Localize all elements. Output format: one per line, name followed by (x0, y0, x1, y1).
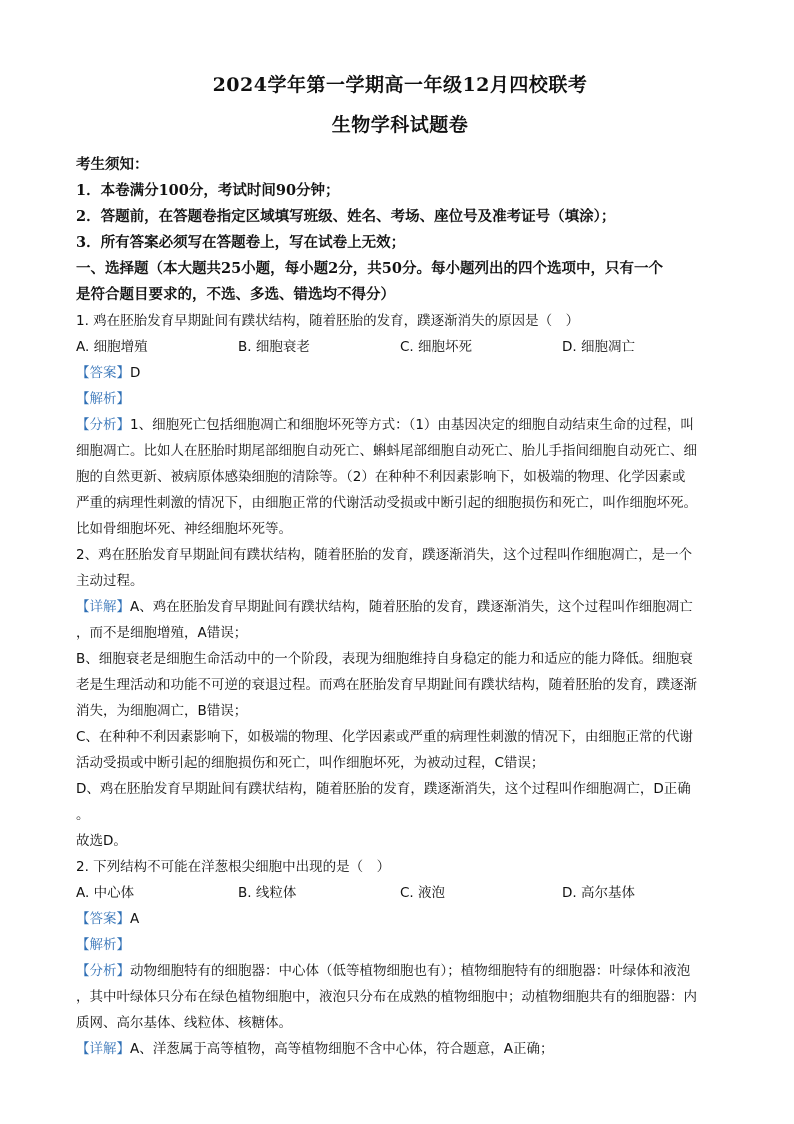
fenxi-tag: 【分析】 (76, 417, 130, 433)
notice-item: 1．本卷满分100分，考试时间90分钟； (76, 182, 340, 199)
option-c: C. 液泡 (400, 885, 446, 901)
question-2 (76, 854, 724, 1062)
xiangjie-tag: 【详解】 (76, 1041, 130, 1057)
section-heading-line: 是符合题目要求的，不选、多选、错选均不得分） (76, 286, 395, 303)
analysis-line: 主动过程。 (76, 573, 144, 589)
answer-line (76, 360, 724, 386)
option-b: B. 线粒体 (238, 885, 297, 901)
detail-line: 消失，为细胞凋亡，B错误； (76, 703, 248, 719)
notice-heading: 考生须知： (76, 156, 149, 173)
detail-line: ，而不是细胞增殖，A错误； (76, 625, 248, 641)
detail-line: D、鸡在胚胎发育早期趾间有蹼状结构，随着胚胎的发育，蹼逐渐消失，这个过程叫作细胞凋亡，D正确 (76, 781, 691, 797)
answer-value: A (130, 911, 140, 927)
notice-item: 2．答题前，在答题卷指定区域填写班级、姓名、考场、座位号及准考证号（填涂）； (76, 208, 616, 225)
analysis-line: 2、鸡在胚胎发育早期趾间有蹼状结构，随着胚胎的发育，蹼逐渐消失，这个过程叫作细胞凋亡，是一个 (76, 547, 693, 563)
section-heading (76, 256, 724, 308)
exam-subtitle: 生物学科试题卷 (331, 114, 469, 136)
analysis-line: 质网、高尔基体、线粒体、核糖体。 (76, 1015, 292, 1031)
detail-line: B、细胞衰老是细胞生命活动中的一个阶段，表现为细胞维持自身稳定的能力和适应的能力降低。细胞衰 (76, 651, 693, 667)
detail-line: C、在种种不利因素影响下，如极端的物理、化学因素或严重的病理性刺激的情况下，由细胞正常的代谢 (76, 729, 693, 745)
analysis-line: 比如骨细胞坏死、神经细胞坏死等。 (76, 521, 292, 537)
answer-tag: 【答案】 (76, 365, 130, 381)
exam-title: 2024学年第一学期高一年级12月四校联考 (212, 74, 588, 96)
answer-tag: 【答案】 (76, 911, 130, 927)
detail-paragraph (76, 1036, 724, 1062)
analysis-line: 细胞凋亡。比如人在胚胎时期尾部细胞自动死亡、蝌蚪尾部细胞自动死亡、胎儿手指间细胞自动死亡、细 (76, 443, 697, 459)
answer-line (76, 906, 724, 932)
detail-line: A、鸡在胚胎发育早期趾间有蹼状结构，随着胚胎的发育，蹼逐渐消失，这个过程叫作细胞凋亡 (130, 599, 693, 615)
fenxi-tag: 【分析】 (76, 963, 130, 979)
analysis-tag: 【解析】 (76, 937, 130, 953)
option-list (76, 334, 724, 360)
option-d: D. 细胞凋亡 (562, 339, 635, 355)
analysis-paragraph (76, 958, 724, 984)
xiangjie-tag: 【详解】 (76, 599, 130, 615)
detail-paragraph (76, 594, 724, 620)
notice-item: 3．所有答案必须写在答题卷上，写在试卷上无效； (76, 234, 406, 251)
analysis-line: ，其中叶绿体只分布在绿色植物细胞中，液泡只分布在成熟的植物细胞中；动植物细胞共有的细胞器：内 (76, 989, 697, 1005)
option-b: B. 细胞衰老 (238, 339, 310, 355)
answer-value: D (130, 365, 141, 381)
notice-block (76, 152, 724, 256)
analysis-line: 胞的自然更新、被病原体感染细胞的清除等。（2）在种种不利因素影响下，如极端的物理、化学因素或 (76, 469, 686, 485)
option-d: D. 高尔基体 (562, 885, 635, 901)
question-stem: 2. 下列结构不可能在洋葱根尖细胞中出现的是（ ） (76, 859, 391, 875)
detail-line: A、洋葱属于高等植物，高等植物细胞不含中心体，符合题意，A正确； (130, 1041, 554, 1057)
option-a: A. 中心体 (76, 885, 135, 901)
detail-line: 活动受损或中断引起的细胞损伤和死亡，叫作细胞坏死，为被动过程，C错误； (76, 755, 545, 771)
detail-line: 。 (76, 807, 90, 823)
option-c: C. 细胞坏死 (400, 339, 473, 355)
analysis-line: 动物细胞特有的细胞器：中心体（低等植物细胞也有）；植物细胞特有的细胞器：叶绿体和液泡 (130, 963, 691, 979)
section-heading-line: 一、选择题（本大题共25小题，每小题2分，共50分。每小题列出的四个选项中，只有一个 (76, 260, 663, 277)
analysis-tag: 【解析】 (76, 391, 130, 407)
question-stem: 1. 鸡在胚胎发育早期趾间有蹼状结构，随着胚胎的发育，蹼逐渐消失的原因是（ ） (76, 313, 580, 329)
detail-line: 故选D。 (76, 833, 127, 849)
analysis-paragraph (76, 412, 724, 438)
option-a: A. 细胞增殖 (76, 339, 148, 355)
analysis-line: 严重的病理性刺激的情况下，由细胞正常的代谢活动受损或中断引起的细胞损伤和死亡，叫作细胞坏死。 (76, 495, 697, 511)
option-list (76, 880, 724, 906)
detail-line: 老是生理活动和功能不可逆的衰退过程。而鸡在胚胎发育早期趾间有蹼状结构，随着胚胎的发育，蹼逐渐 (76, 677, 697, 693)
analysis-line: 1、细胞死亡包括细胞凋亡和细胞坏死等方式：（1）由基因决定的细胞自动结束生命的过程，叫 (130, 417, 694, 433)
question-1 (76, 308, 724, 854)
